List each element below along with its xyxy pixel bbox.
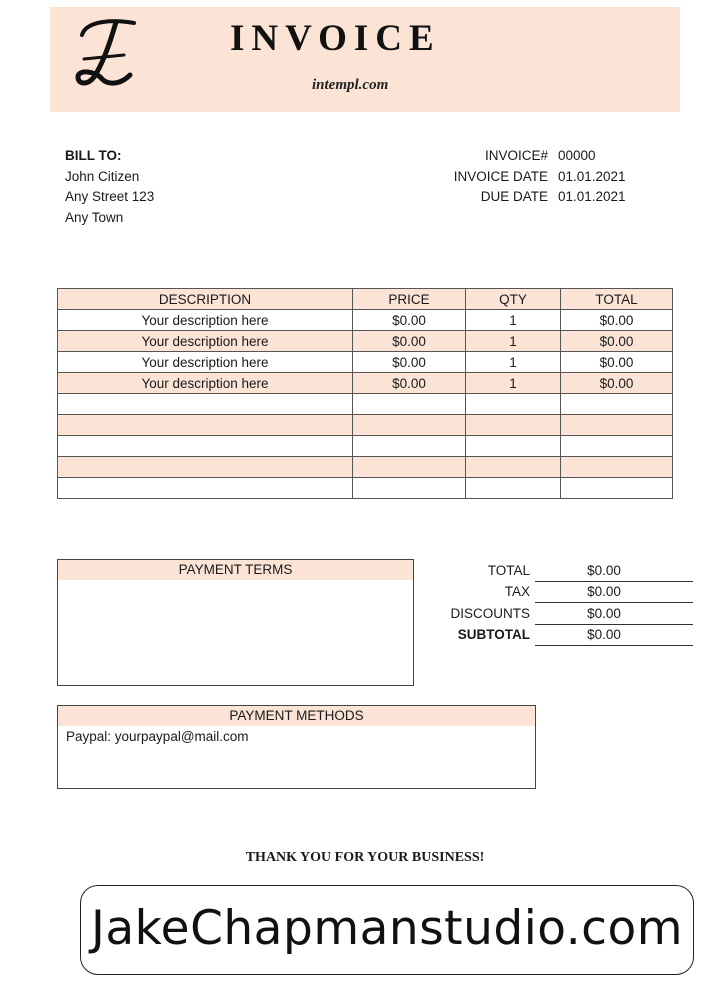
item-qty xyxy=(466,415,561,436)
column-header: PRICE xyxy=(353,289,466,310)
item-description xyxy=(58,394,353,415)
customer-street: Any Street 123 xyxy=(65,189,155,204)
item-total xyxy=(561,457,673,478)
item-price: $0.00 xyxy=(353,352,466,373)
invoice-number: 00000 xyxy=(558,148,596,163)
item-total: $0.00 xyxy=(561,310,673,331)
item-description: Your description here xyxy=(58,310,353,331)
payment-methods-title: PAYMENT METHODS xyxy=(58,706,535,726)
invoice-title: INVOICE xyxy=(230,18,441,59)
item-total: $0.00 xyxy=(561,352,673,373)
logo-icon xyxy=(72,13,142,91)
item-qty xyxy=(466,457,561,478)
table-row xyxy=(58,373,673,394)
table-row xyxy=(58,478,673,499)
column-header: TOTAL xyxy=(561,289,673,310)
table-row xyxy=(58,457,673,478)
item-description: Your description here xyxy=(58,352,353,373)
discounts-value: $0.00 xyxy=(535,603,693,625)
item-total: $0.00 xyxy=(561,331,673,352)
paypal-info: Paypal: yourpaypal@mail.com xyxy=(66,729,249,744)
item-description: Your description here xyxy=(58,373,353,394)
invoice-date-label: INVOICE DATE xyxy=(453,168,548,184)
tax-value: $0.00 xyxy=(535,581,693,603)
item-description xyxy=(58,436,353,457)
watermark-text: JakeChapmanstudio.com xyxy=(90,901,684,956)
item-price xyxy=(353,478,466,499)
subtotal-value: $0.00 xyxy=(535,624,693,646)
item-description: Your description here xyxy=(58,331,353,352)
item-qty: 1 xyxy=(466,331,561,352)
bill-to-block xyxy=(65,146,154,228)
item-qty xyxy=(466,394,561,415)
table-row xyxy=(58,331,673,352)
item-price xyxy=(353,394,466,415)
totals-block xyxy=(440,560,693,646)
customer-name: John Citizen xyxy=(65,168,140,184)
discounts-label: DISCOUNTS xyxy=(450,605,530,621)
table-row xyxy=(58,394,673,415)
table-row xyxy=(58,310,673,331)
invoice-header xyxy=(50,7,680,112)
table-row xyxy=(58,436,673,457)
invoice-meta xyxy=(400,146,626,208)
total-label: TOTAL xyxy=(487,563,530,578)
payment-terms-title: PAYMENT TERMS xyxy=(58,560,413,580)
item-price xyxy=(353,436,466,457)
watermark-banner xyxy=(80,885,694,975)
item-qty: 1 xyxy=(466,373,561,394)
payment-terms-box xyxy=(57,559,414,686)
column-header: DESCRIPTION xyxy=(58,289,353,310)
item-total xyxy=(561,415,673,436)
customer-town: Any Town xyxy=(65,209,124,225)
item-total xyxy=(561,394,673,415)
column-header: QTY xyxy=(466,289,561,310)
item-qty xyxy=(466,478,561,499)
items-table xyxy=(57,288,673,499)
item-qty: 1 xyxy=(466,310,561,331)
site-name: intempl.com xyxy=(312,77,389,93)
invoice-number-label: INVOICE# xyxy=(484,148,548,163)
due-date: 01.01.2021 xyxy=(558,189,626,204)
due-date-label: DUE DATE xyxy=(480,189,548,204)
total-value: $0.00 xyxy=(535,560,693,581)
item-qty xyxy=(466,436,561,457)
item-description xyxy=(58,478,353,499)
item-price xyxy=(353,457,466,478)
item-price: $0.00 xyxy=(353,310,466,331)
item-qty: 1 xyxy=(466,352,561,373)
thank-you-note: THANK YOU FOR YOUR BUSINESS! xyxy=(245,850,485,865)
table-row xyxy=(58,352,673,373)
item-price: $0.00 xyxy=(353,373,466,394)
item-price xyxy=(353,415,466,436)
items-header-row xyxy=(58,289,673,310)
item-total: $0.00 xyxy=(561,373,673,394)
tax-label: TAX xyxy=(504,584,530,600)
payment-methods-box xyxy=(57,705,536,789)
item-price: $0.00 xyxy=(353,331,466,352)
item-description xyxy=(58,457,353,478)
bill-to-label: BILL TO: xyxy=(65,148,122,163)
table-row xyxy=(58,415,673,436)
item-total xyxy=(561,478,673,499)
item-total xyxy=(561,436,673,457)
item-description xyxy=(58,415,353,436)
subtotal-label: SUBTOTAL xyxy=(457,627,530,643)
invoice-date: 01.01.2021 xyxy=(558,168,626,184)
